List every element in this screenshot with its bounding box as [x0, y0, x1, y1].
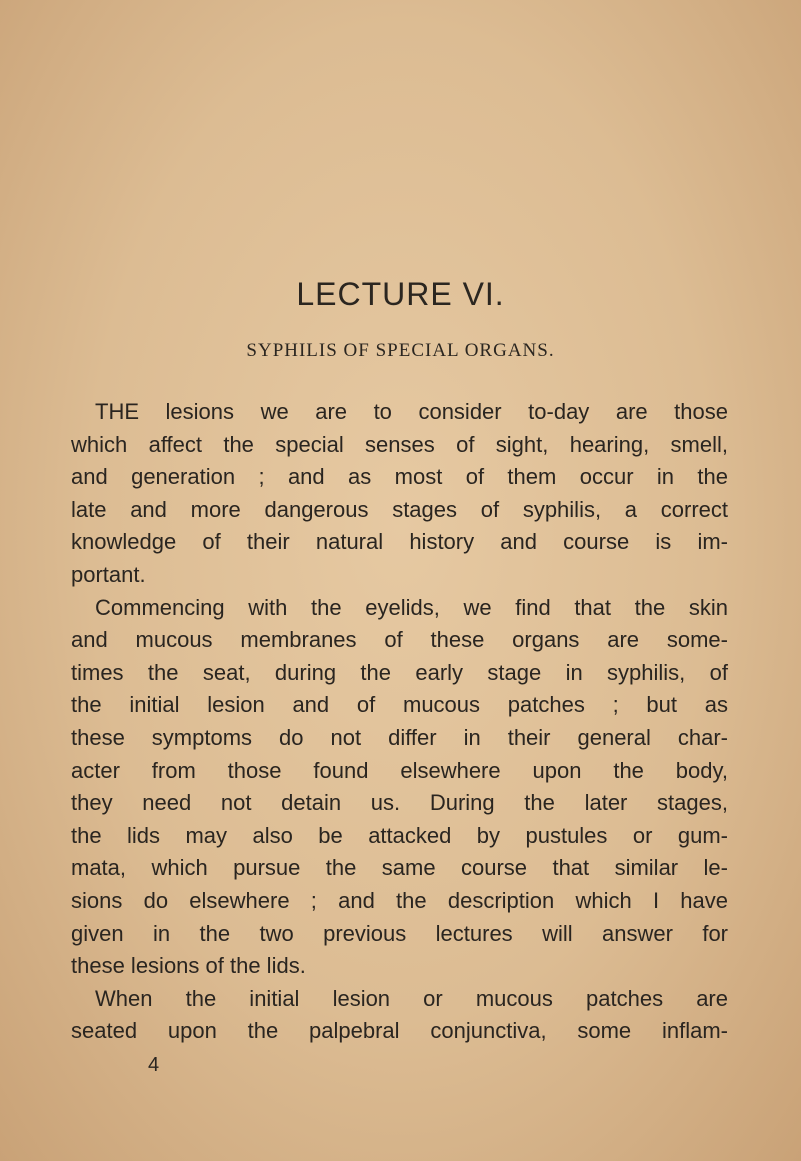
text-line: the lids may also be attacked by pustules or gum- — [71, 822, 728, 848]
text-line: which affect the special senses of sight, hearing, smell, — [71, 431, 728, 457]
text-line: Commencing with the eyelids, we find that the skin — [95, 594, 728, 620]
text-line: these symptoms do not differ in their general char- — [71, 724, 728, 750]
text-line: the initial lesion and of mucous patches ; but as — [71, 692, 728, 718]
text-line: given in the two previous lectures will answer for — [71, 920, 728, 946]
body-text — [71, 396, 728, 1048]
lecture-subtitle: SYPHILIS OF SPECIAL ORGANS. — [246, 340, 555, 361]
text-line: When the initial lesion or mucous patches are — [95, 985, 728, 1011]
text-line: portant. — [71, 561, 146, 587]
text-line: acter from those found elsewhere upon the body, — [71, 757, 728, 783]
text-line: these lesions of the lids. — [71, 953, 306, 979]
lecture-title: LECTURE VI. — [296, 276, 505, 312]
text-line: and generation ; and as most of them occur in the — [71, 464, 728, 490]
text-line: THE lesions we are to consider to-day are those — [95, 399, 728, 424]
text-line: knowledge of their natural history and course is im- — [71, 529, 728, 555]
text-line: seated upon the palpebral conjunctiva, some inflam- — [71, 1018, 728, 1044]
text-line: they need not detain us. During the later stages, — [71, 790, 728, 816]
text-line: mata, which pursue the same course that similar le- — [71, 855, 728, 881]
text-line: late and more dangerous stages of syphilis, a correct — [71, 496, 728, 522]
signature-mark: 4 — [148, 1054, 160, 1076]
text-line: sions do elsewhere ; and the description which I have — [71, 887, 728, 913]
text-line: and mucous membranes of these organs are some- — [71, 627, 728, 653]
text-line: times the seat, during the early stage in syphilis, of — [71, 659, 728, 685]
